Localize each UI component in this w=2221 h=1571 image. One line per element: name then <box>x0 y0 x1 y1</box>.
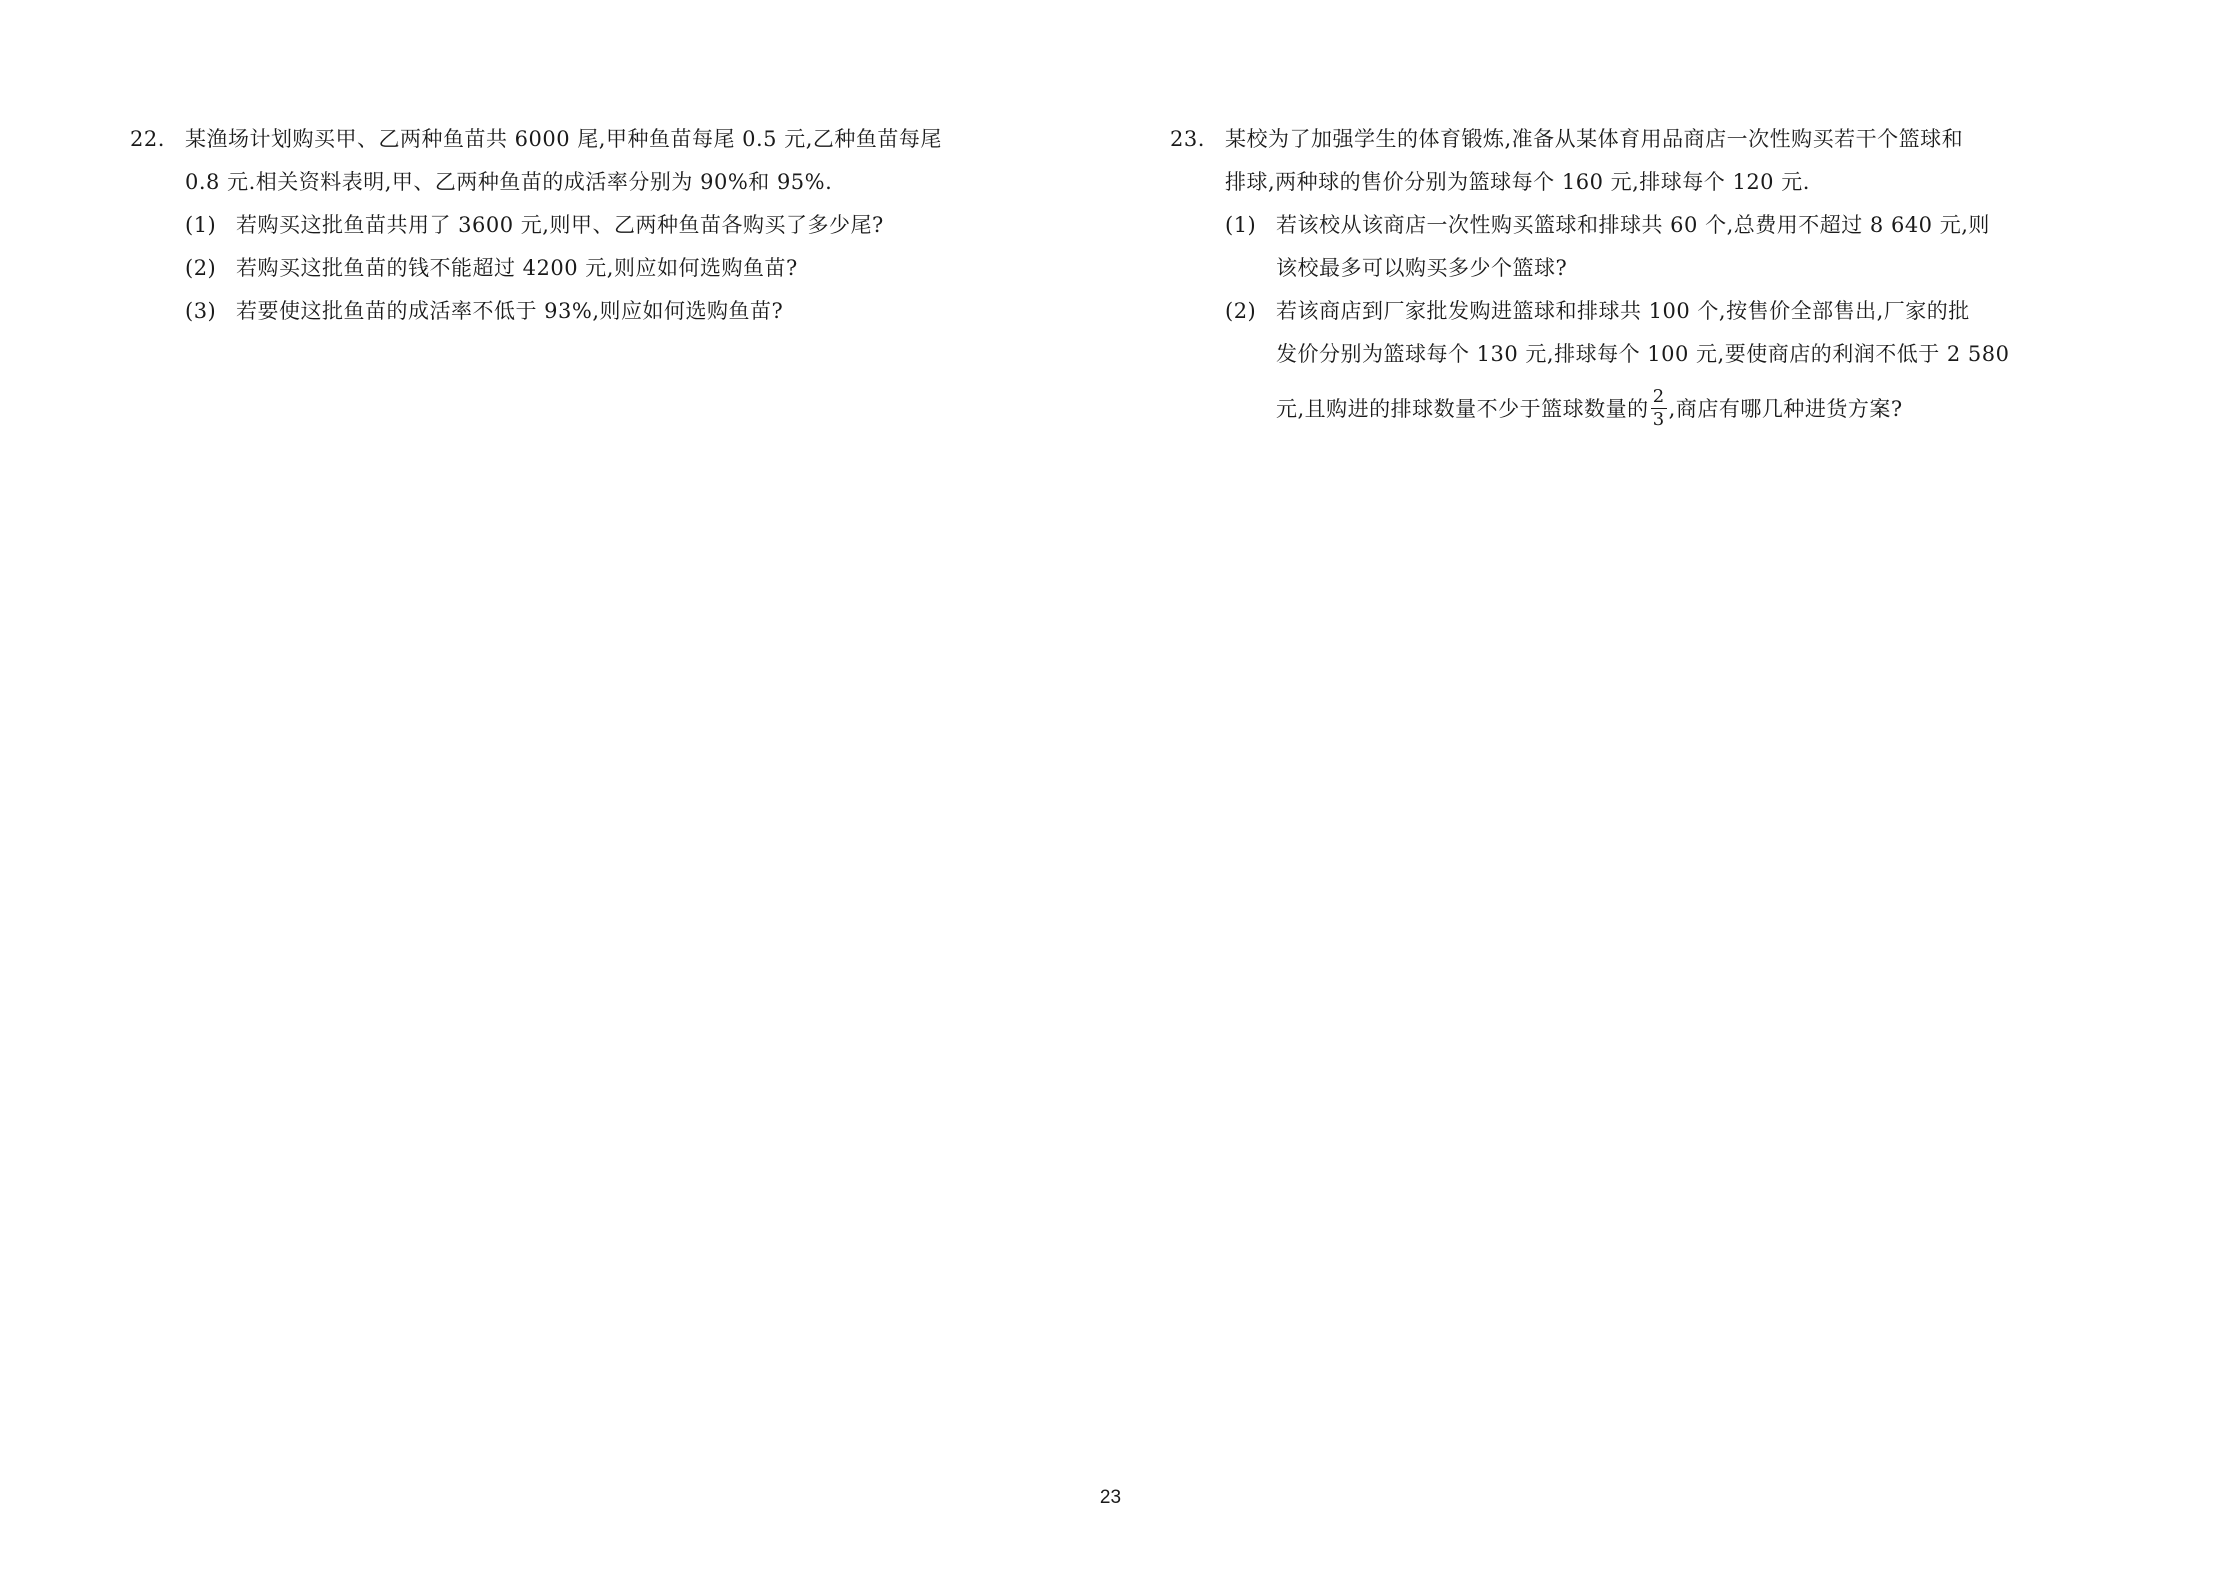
part-text-line-3 <box>1276 388 2100 433</box>
fraction-numerator: 2 <box>1652 386 1665 407</box>
problem-23-number: 23. <box>1170 127 1205 151</box>
part-label: (2) <box>1225 299 1257 323</box>
problem-23 <box>1170 118 2100 433</box>
problem-23-part-2 <box>1170 290 2100 433</box>
fraction-denominator: 3 <box>1652 409 1665 430</box>
problem-22-stem-line-2: 0.8 元.相关资料表明,甲、乙两种鱼苗的成活率分别为 90%和 95%. <box>185 170 833 194</box>
problem-23-part-1 <box>1170 204 2100 290</box>
part-text: 若购买这批鱼苗的钱不能超过 4200 元,则应如何选购鱼苗? <box>236 256 798 280</box>
part-text-line-2: 该校最多可以购买多少个篮球? <box>1276 256 1568 280</box>
problem-22-number: 22. <box>130 127 165 151</box>
problem-23-stem <box>1170 118 2100 204</box>
problem-22-stem-line-1: 某渔场计划购买甲、乙两种鱼苗共 6000 尾,甲种鱼苗每尾 0.5 元,乙种鱼苗每尾 <box>185 127 942 151</box>
problem-22-part-3 <box>130 290 1090 333</box>
part-text-line-1: 若该商店到厂家批发购进篮球和排球共 100 个,按售价全部售出,厂家的批 <box>1276 299 1970 323</box>
part-label: (2) <box>185 256 217 280</box>
problem-22-part-1 <box>130 204 1090 247</box>
problem-23-stem-line-1: 某校为了加强学生的体育锻炼,准备从某体育用品商店一次性购买若干个篮球和 <box>1225 127 1964 151</box>
part-text-after-fraction: ,商店有哪几种进货方案? <box>1668 397 1903 421</box>
part-text: 若要使这批鱼苗的成活率不低于 93%,则应如何选购鱼苗? <box>236 299 784 323</box>
part-text-before-fraction: 元,且购进的排球数量不少于篮球数量的 <box>1276 397 1649 421</box>
part-text: 若购买这批鱼苗共用了 3600 元,则甲、乙两种鱼苗各购买了多少尾? <box>236 213 884 237</box>
problem-22-part-2 <box>130 247 1090 290</box>
page-number: 23 <box>1099 1487 1122 1508</box>
part-label: (3) <box>185 299 217 323</box>
problem-22-stem <box>130 118 1090 204</box>
fraction <box>1651 386 1667 431</box>
part-label: (1) <box>1225 213 1257 237</box>
problem-23-stem-line-2: 排球,两种球的售价分别为篮球每个 160 元,排球每个 120 元. <box>1225 170 1810 194</box>
part-label: (1) <box>185 213 217 237</box>
part-text-line-1: 若该校从该商店一次性购买篮球和排球共 60 个,总费用不超过 8 640 元,则 <box>1276 213 1990 237</box>
part-text-line-2: 发价分别为篮球每个 130 元,排球每个 100 元,要使商店的利润不低于 2 580 <box>1276 342 2010 366</box>
problem-22 <box>130 118 1090 333</box>
